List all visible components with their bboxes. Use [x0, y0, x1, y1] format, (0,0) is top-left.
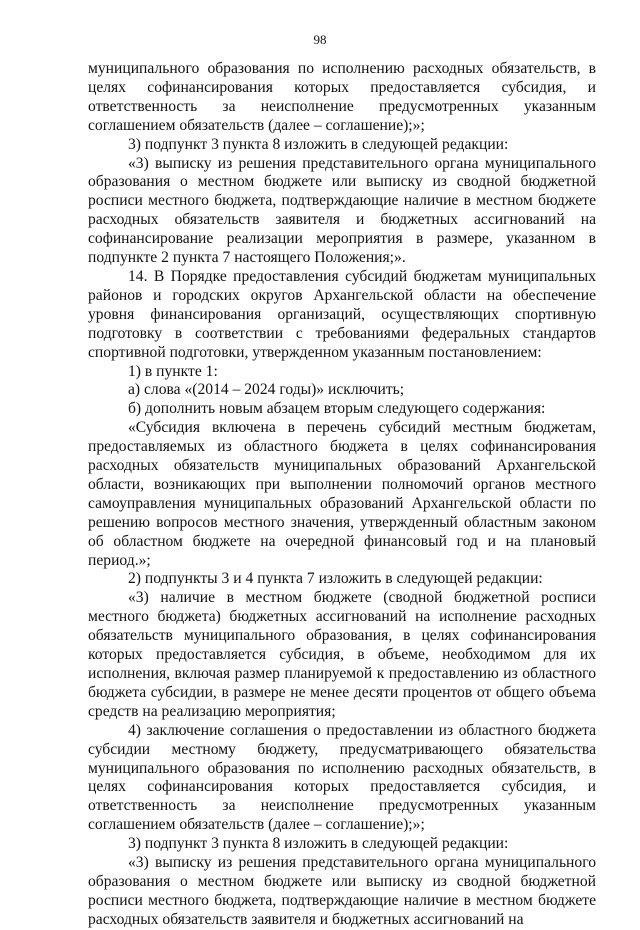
paragraph-subsidy-quote: «Субсидия включена в перечень субсидий местным бюджетам, предоставляемых из областного бюджета в целях софинансирования расходных обязательств муниципальных образований Архангельской области, возникающих при выполнении полномочий органов местного самоуправления муниципальных образований Архангельской области по решению вопросов местного значения, утвержденный областным законом об областном бюджете на очередной финансовый год и на плановый период.»; — [88, 419, 596, 569]
paragraph-subitem-a: а) слова «(2014 – 2024 годы)» исключить; — [128, 381, 405, 399]
paragraph-subitem-1: 1) в пункте 1: — [128, 362, 218, 380]
paragraph-quote-3-second: «3) выписку из решения представительного органа муниципального образования о местном бюджете или выписку из сводной бюджетной росписи местного бюджета, подтверждающие наличие в местном бюджете расходных обязательств заявителя и бюджетных ассигнований на — [88, 854, 596, 928]
page-number: 98 — [313, 32, 327, 47]
paragraph-item-14: 14. В Порядке предоставления субсидий бюджетам муниципальных районов и городских округов Архангельской области на обеспечение уровня финансирования организаций, осуществляющих спортивную подготовку в соответствии с требованиями федеральных стандартов спортивной подготовки, утвержденном указанным постановлением: — [88, 267, 596, 361]
paragraph-subitem-3-second: 3) подпункт 3 пункта 8 изложить в следующей редакции: — [128, 835, 509, 853]
paragraph-subitem-3: 3) подпункт 3 пункта 8 изложить в следующей редакции: — [128, 135, 509, 153]
document-body — [88, 60, 596, 930]
paragraph-quote-3: «3) выписку из решения представительного органа муниципального образования о местном бюджете или выписку из сводной бюджетной росписи местного бюджета, подтверждающие наличие в местном бюджете расходных обязательств заявителя и бюджетных ассигнований на софинансирование реализации мероприятия в размере, указанном в подпункте 2 пункта 7 настоящего Положения;». — [88, 154, 596, 267]
paragraph-subitem-b: б) дополнить новым абзацем вторым следующего содержания: — [128, 400, 546, 418]
paragraph-continuation: муниципального образования по исполнению расходных обязательств, в целях софинансирования которых предоставляется субсидия, и ответственность за неисполнение предусмотренных указанным соглашением обязательств (далее – соглашение);»; — [88, 60, 596, 134]
paragraph-item-4-agreement: 4) заключение соглашения о предоставлении из областного бюджета субсидии местному бюджету, предусматривающего обязательства муниципального образования по исполнению расходных обязательств, в целях софинансирования которых предоставляется субсидия, и ответственность за неисполнение предусмотренных указанным соглашением обязательств (далее – соглашение);»; — [88, 721, 596, 834]
paragraph-subitem-2: 2) подпункты 3 и 4 пункта 7 изложить в следующей редакции: — [128, 570, 543, 588]
paragraph-quote-3-budget: «3) наличие в местном бюджете (сводной бюджетной росписи местного бюджета) бюджетных ассигнований на исполнение расходных обязательств муниципального образования, в целях софинансирования которых предоставляется субсидия, в объеме, необходимом для их исполнения, включая размер планируемой к предоставлению из областного бюджета субсидии, в размере не менее десяти процентов от общего объема средств на реализацию мероприятия; — [88, 589, 596, 720]
